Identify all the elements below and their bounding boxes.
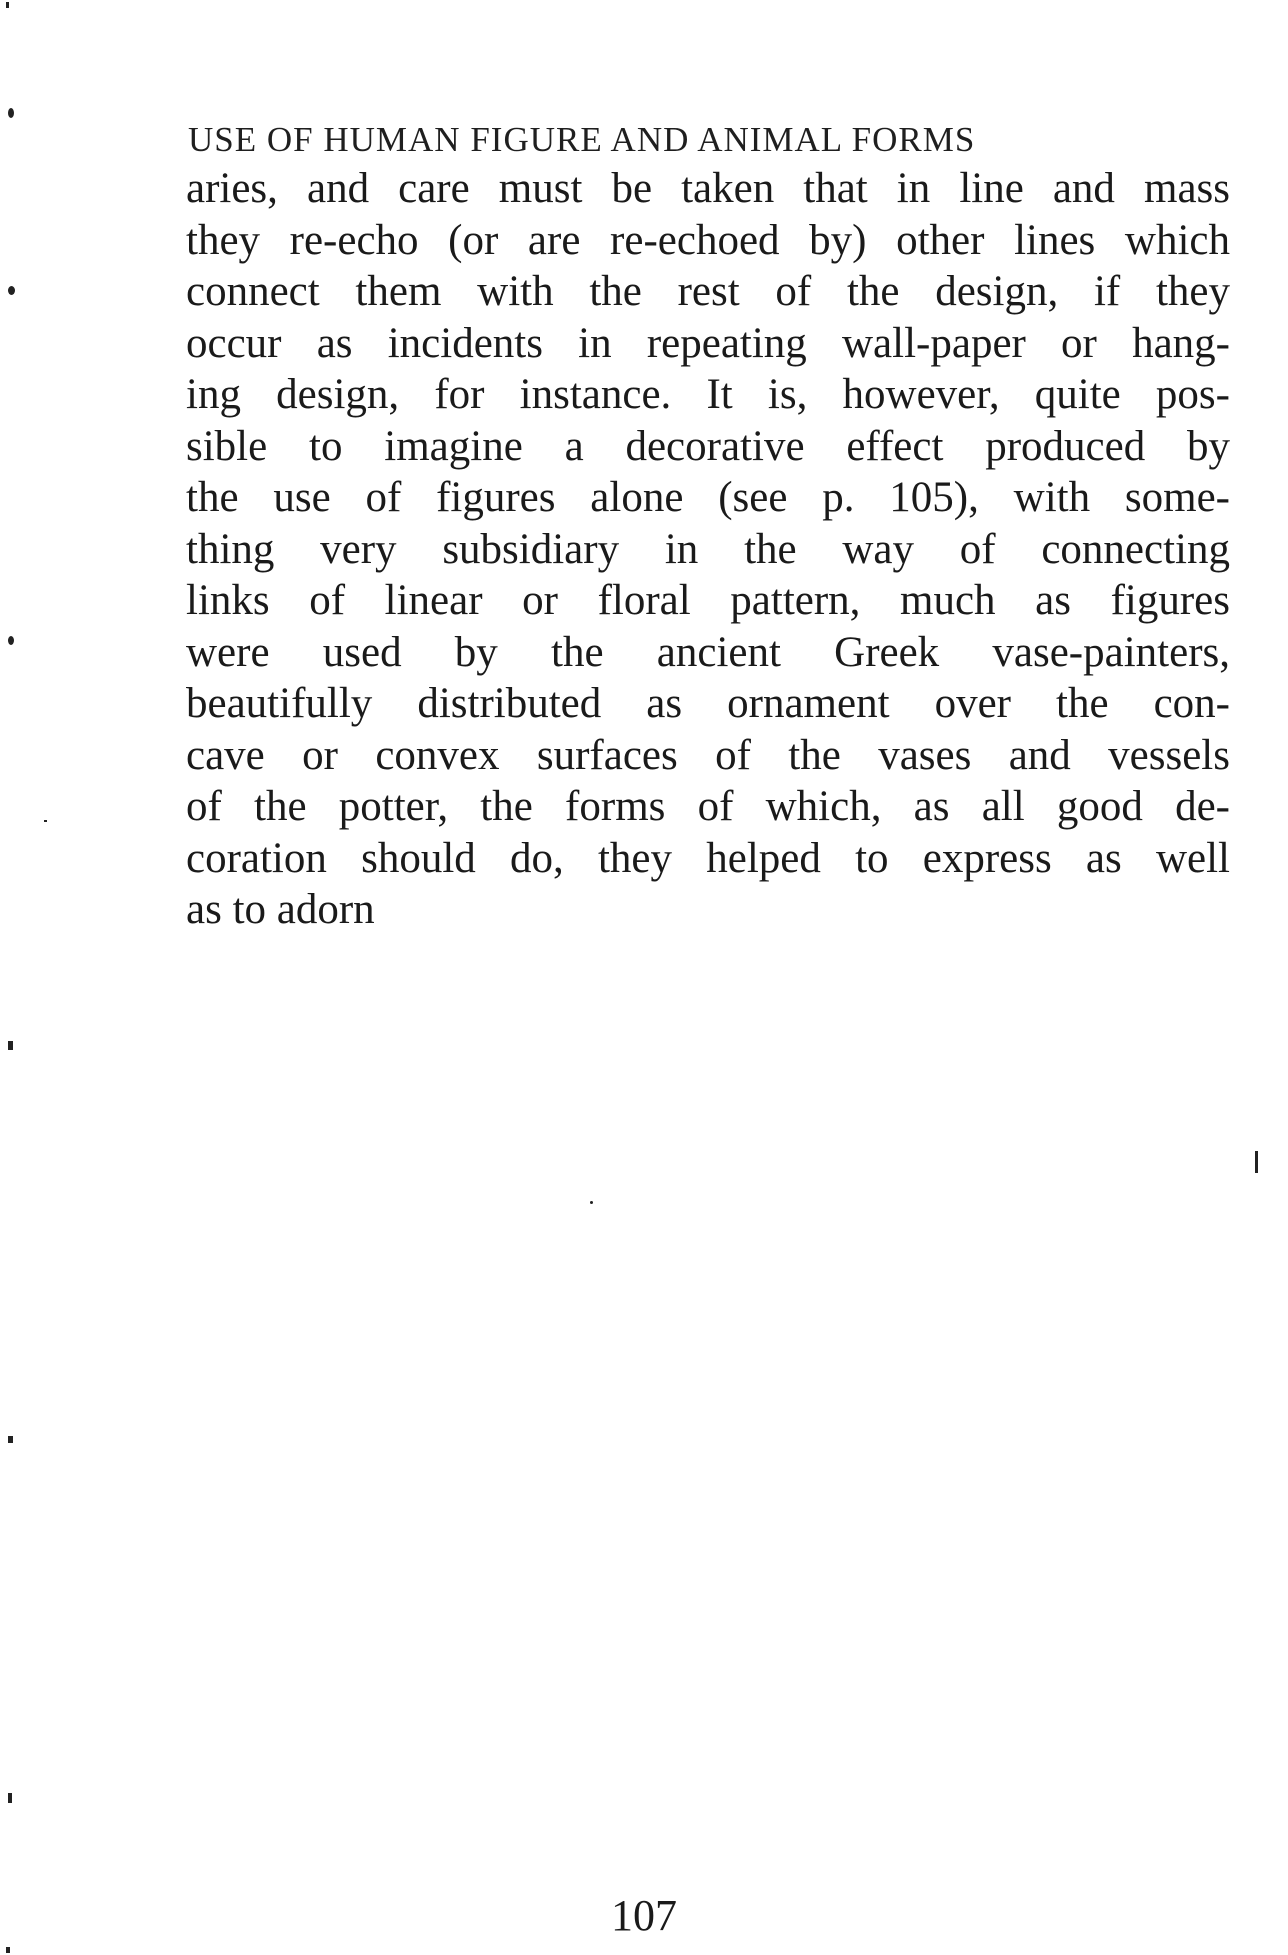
text-line-last: as to adorn — [186, 886, 375, 933]
text-line: ing design, for instance. It is, however, quite pos- — [186, 371, 1230, 418]
text-line: of the potter, the forms of which, as all good de- — [186, 783, 1230, 830]
scan-speck — [44, 820, 47, 822]
scan-speck — [8, 636, 14, 645]
scan-speck — [6, 2, 9, 8]
text-line: the use of figures alone (see p. 105), with some- — [186, 474, 1230, 521]
text-line: occur as incidents in repeating wall-paper or hang- — [186, 319, 1230, 367]
text-line: aries, and care must be taken that in line and mass — [186, 165, 1230, 212]
body-paragraph — [186, 163, 1230, 936]
scan-speck — [8, 108, 14, 118]
text-line: they re-echo (or are re-echoed by) other lines which — [186, 216, 1230, 264]
text-line: coration should do, they helped to express as well — [186, 834, 1230, 882]
text-line: connect them with the rest of the design, if they — [186, 268, 1230, 315]
page-number: 107 — [611, 1891, 677, 1940]
text-line: were used by the ancient Greek vase-painters, — [186, 628, 1230, 676]
text-line: thing very subsidiary in the way of connecting — [186, 525, 1230, 573]
scan-speck — [8, 286, 15, 295]
text-line: cave or convex surfaces of the vases and vessels — [186, 731, 1230, 779]
text-line: sible to imagine a decorative effect produced by — [186, 422, 1230, 470]
scan-speck — [6, 1947, 10, 1953]
scan-speck — [590, 1201, 593, 1204]
scan-speck — [8, 1436, 13, 1443]
text-line: links of linear or floral pattern, much as figures — [186, 577, 1230, 624]
scan-speck — [8, 1041, 13, 1050]
scan-speck — [1255, 1151, 1258, 1173]
scan-speck — [8, 1793, 12, 1803]
text-line: beautifully distributed as ornament over the con- — [186, 680, 1230, 727]
running-head: USE OF HUMAN FIGURE AND ANIMAL FORMS — [188, 120, 976, 159]
